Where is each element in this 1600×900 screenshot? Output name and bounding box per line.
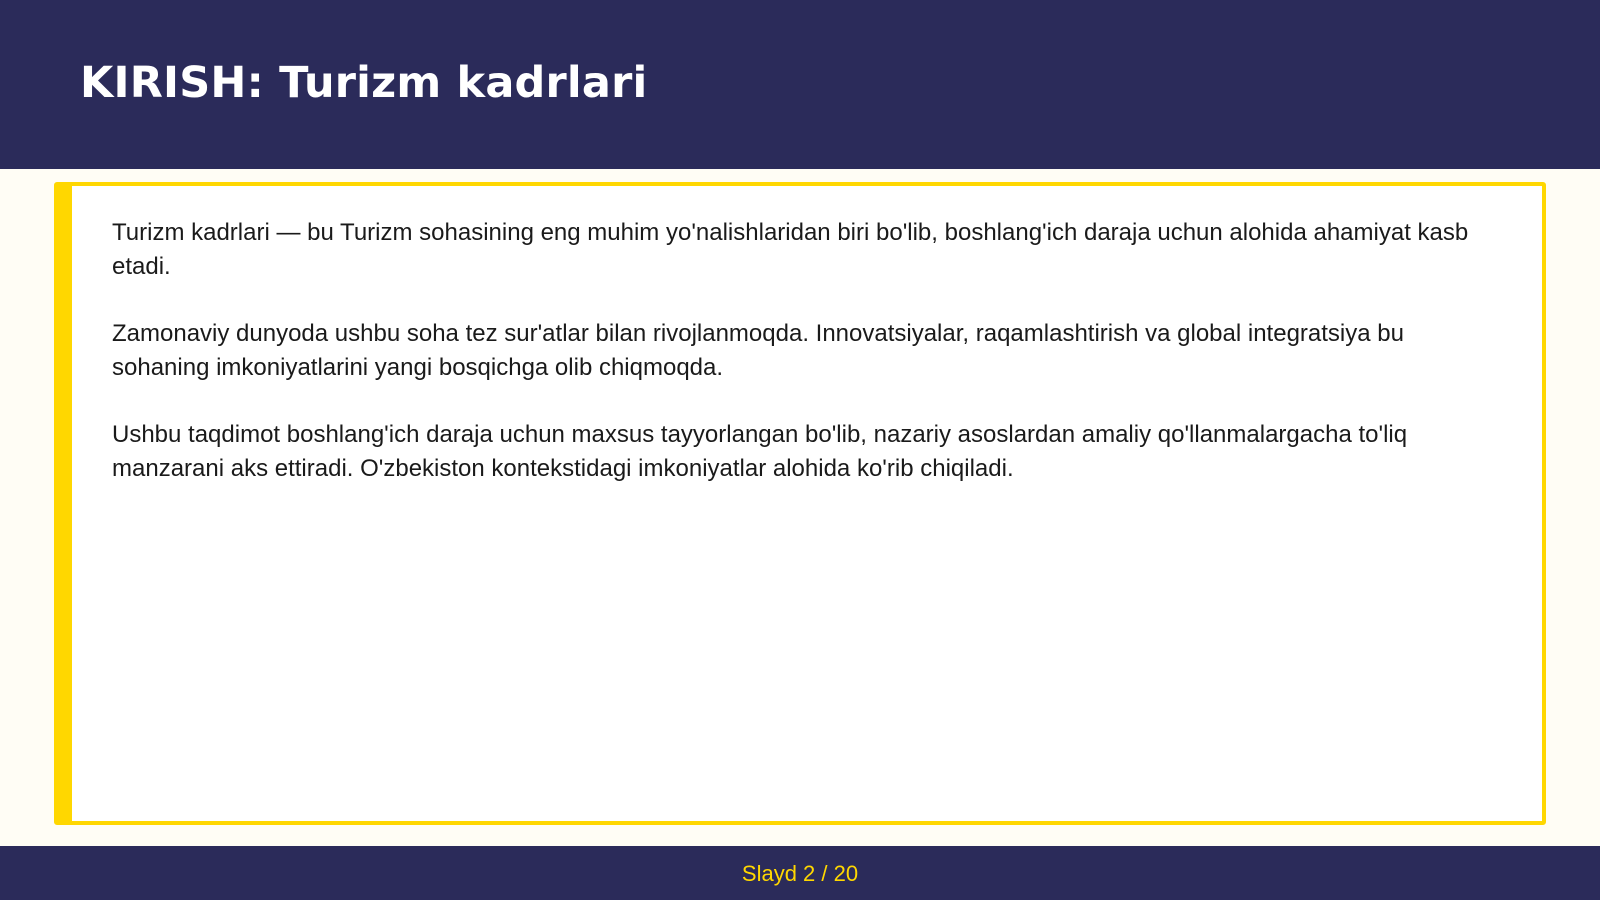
slide-title: KIRISH: Turizm kadrlari <box>80 58 648 108</box>
content-card <box>54 182 1546 825</box>
slide-number: Slayd 2 / 20 <box>741 861 859 886</box>
content-body <box>112 216 1502 519</box>
slide-footer <box>0 846 1600 900</box>
slide-header <box>0 0 1600 169</box>
paragraph-intro: Turizm kadrlari — bu Turizm sohasining eng muhim yo'nalishlaridan biri bo'lib, boshlang'ich daraja uchun alohida ahamiyat kasb etadi. <box>112 219 1469 280</box>
paragraph-presentation-scope: Ushbu taqdimot boshlang'ich daraja uchun maxsus tayyorlangan bo'lib, nazariy asoslardan amaliy qo'llanmalargacha to'liq manzarani aks ettiradi. O'zbekiston kontekstidagi imkoniyatlar alohida ko'rib chiqiladi. <box>112 421 1408 482</box>
paragraph-modern-world: Zamonaviy dunyoda ushbu soha tez sur'atlar bilan rivojlanmoqda. Innovatsiyalar, raqamlashtirish va global integratsiya bu sohaning imkoniyatlarini yangi bosqichga olib chiqmoqda. <box>112 320 1404 381</box>
